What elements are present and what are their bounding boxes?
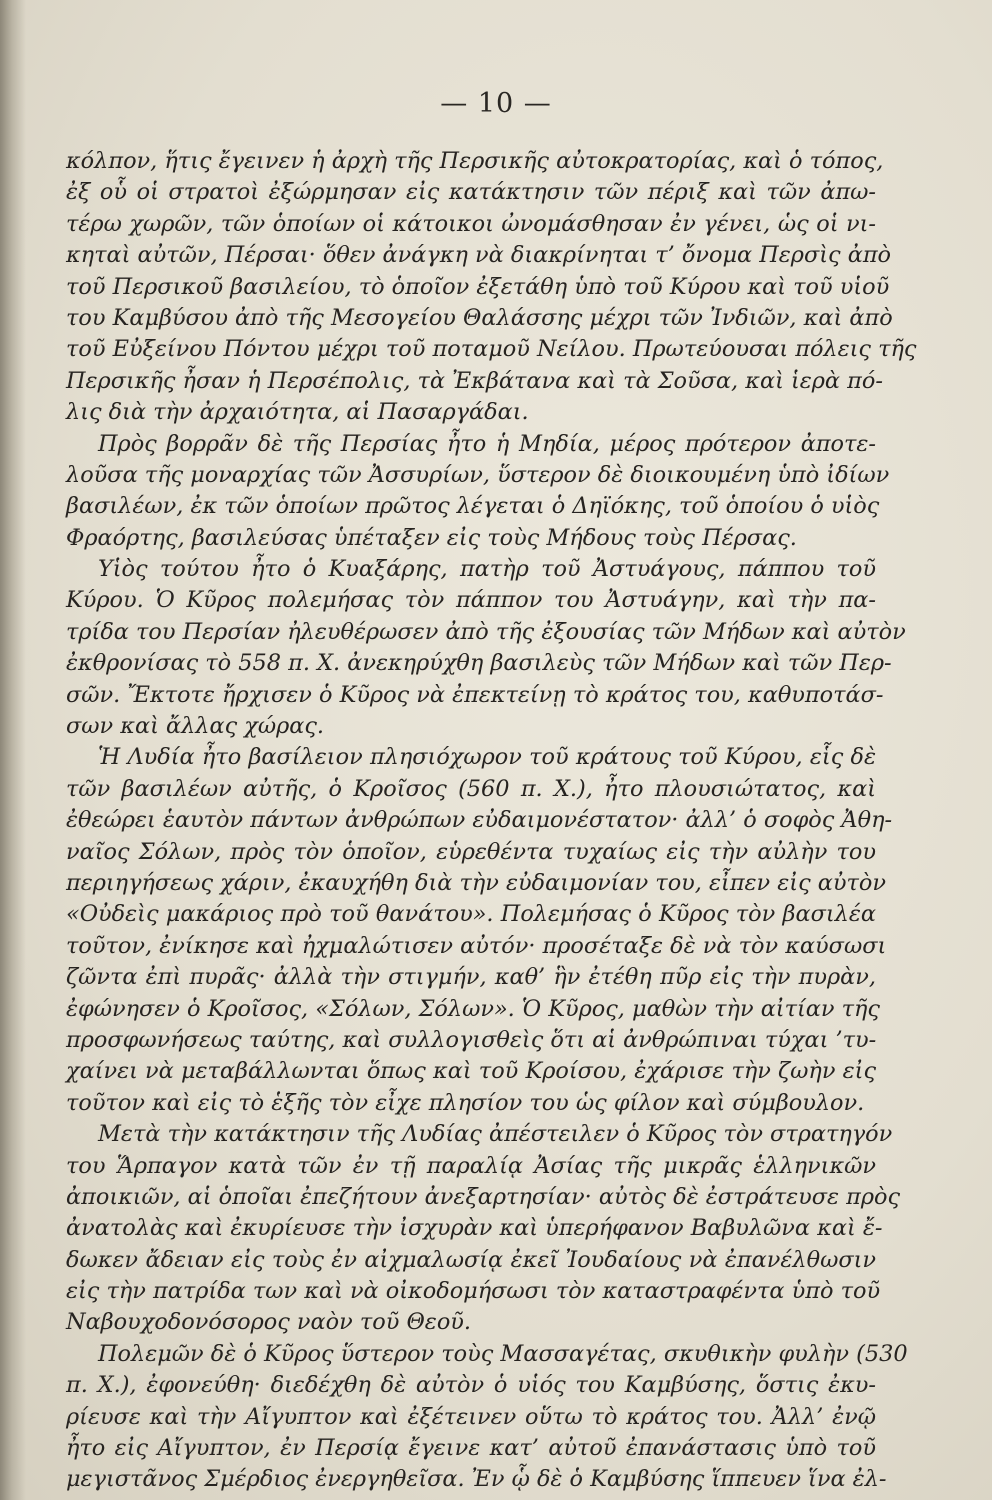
text-line: Κύρου. Ὁ Κῦρος πολεμήσας τὸν πάππον του Ἀστυάγην, καὶ τὴν πα-	[66, 587, 876, 614]
text-line: τοῦ Εὐξείνου Πόντου μέχρι τοῦ ποταμοῦ Νείλου. Πρωτεύουσαι πόλεις τῆς	[66, 336, 917, 363]
text-line: τοῦ Περσικοῦ βασιλείου, τὸ ὁποῖον ἐξετάθη ὑπὸ τοῦ Κύρου καὶ τοῦ υἱοῦ	[66, 273, 890, 300]
text-line: τρίδα του Περσίαν ἠλευθέρωσεν ἀπὸ τῆς ἐξουσίας τῶν Μήδων καὶ αὐτὸν	[66, 618, 906, 645]
text-line: σῶν. Ἔκτοτε ἤρχισεν ὁ Κῦρος νὰ ἐπεκτείνῃ τὸ κράτος του, καθυποτάσ-	[66, 681, 884, 708]
text-line: «Οὐδεὶς μακάριος πρὸ τοῦ θανάτου». Πολεμήσας ὁ Κῦρος τὸν βασιλέα	[66, 901, 876, 928]
text-line: Πολεμῶν δὲ ὁ Κῦρος ὕστερον τοὺς Μασσαγέτας, σκυθικὴν φυλὴν (530	[98, 1340, 908, 1367]
text-line: Φραόρτης, βασιλεύσας ὑπέταξεν εἰς τοὺς Μήδους τοὺς Πέρσας.	[66, 524, 797, 551]
text-line: τοῦτον, ἐνίκησε καὶ ἠχμαλώτισεν αὐτόν· προσέταξε δὲ νὰ τὸν καύσωσι	[66, 932, 887, 959]
text-line: εἰς τὴν πατρίδα των καὶ νὰ οἰκοδομήσωσι τὸν καταστραφέντα ὑπὸ τοῦ	[66, 1278, 881, 1305]
text-line: λοῦσα τῆς μοναρχίας τῶν Ἀσσυρίων, ὕστερον δὲ διοικουμένη ὑπὸ ἰδίων	[66, 461, 890, 488]
text-line: ρίευσε καὶ τὴν Αἴγυπτον καὶ ἐξέτεινεν οὕτω τὸ κράτος του. Ἀλλ’ ἐνῷ	[66, 1403, 876, 1430]
text-line: τέρω χωρῶν, τῶν ὁποίων οἱ κάτοικοι ὠνομάσθησαν ἐν γένει, ὡς οἱ νι-	[66, 210, 876, 237]
text-line: του Καμβύσου ἀπὸ τῆς Μεσογείου Θαλάσσης μέχρι τῶν Ἰνδιῶν, καὶ ἀπὸ	[66, 304, 893, 331]
text-line: ἦτο εἰς Αἴγυπτον, ἐν Περσίᾳ ἔγεινε κατ’ αὐτοῦ ἐπανάστασις ὑπὸ τοῦ	[66, 1435, 876, 1462]
text-line: ἐξ οὗ οἱ στρατοὶ ἐξώρμησαν εἰς κατάκτησιν τῶν πέριξ καὶ τῶν ἀπω-	[66, 179, 876, 206]
text-line: μεγιστᾶνος Σμέρδιος ἐνεργηθεῖσα. Ἐν ᾧ δὲ ὁ Καμβύσης ἵππευεν ἵνα ἐλ-	[66, 1466, 887, 1493]
text-line: τοῦτον καὶ εἰς τὸ ἑξῆς τὸν εἶχε πλησίον του ὡς φίλον καὶ σύμβουλον.	[66, 1089, 865, 1116]
text-line: Υἱὸς τούτου ἦτο ὁ Κυαξάρης, πατὴρ τοῦ Ἀστυάγους, πάππου τοῦ	[98, 556, 876, 583]
text-line: ἐκθρονίσας τὸ 558 π. Χ. ἀνεκηρύχθη βασιλεὺς τῶν Μήδων καὶ τῶν Περ-	[66, 650, 892, 677]
text-line: Περσικῆς ἦσαν ἡ Περσέπολις, τὰ Ἐκβάτανα καὶ τὰ Σοῦσα, καὶ ἱερὰ πό-	[66, 367, 883, 394]
body-text	[66, 146, 917, 1496]
text-line: Μετὰ τὴν κατάκτησιν τῆς Λυδίας ἀπέστειλεν ὁ Κῦρος τὸν στρατηγόν	[98, 1121, 893, 1148]
text-line: ἐφώνησεν ὁ Κροῖσος, «Σόλων, Σόλων». Ὁ Κῦρος, μαθὼν τὴν αἰτίαν τῆς	[66, 995, 880, 1022]
text-line: σων καὶ ἄλλας χώρας.	[66, 713, 325, 740]
text-line: κόλπον, ἥτις ἔγεινεν ἡ ἀρχὴ τῆς Περσικῆς αὐτοκρατορίας, καὶ ὁ τόπος,	[66, 148, 884, 174]
text-line: π. Χ.), ἐφονεύθη· διεδέχθη δὲ αὐτὸν ὁ υἱός του Καμβύσης, ὅστις ἐκυ-	[66, 1372, 876, 1399]
text-line: Ναβουχοδονόσορος ναὸν τοῦ Θεοῦ.	[66, 1309, 472, 1336]
binding-shadow	[0, 0, 26, 1500]
text-line: ἀνατολὰς καὶ ἐκυρίευσε τὴν ἰσχυρὰν καὶ ὑπερήφανον Βαβυλῶνα καὶ ἔ-	[66, 1215, 883, 1242]
text-line: Ἡ Λυδία ἦτο βασίλειον πλησιόχωρον τοῦ κράτους τοῦ Κύρου, εἷς δὲ	[98, 744, 876, 771]
text-line: δωκεν ἄδειαν εἰς τοὺς ἐν αἰχμαλωσίᾳ ἐκεῖ Ἰουδαίους νὰ ἐπανέλθωσιν	[66, 1246, 876, 1273]
text-line: του Ἅρπαγον κατὰ τῶν ἐν τῇ παραλίᾳ Ἀσίας τῆς μικρᾶς ἑλληνικῶν	[66, 1152, 876, 1179]
text-line: κηταὶ αὐτῶν, Πέρσαι· ὅθεν ἀνάγκη νὰ διακρίνηται τ’ ὄνομα Περσὶς ἀπὸ	[66, 242, 892, 269]
text-line: ἐθεώρει ἑαυτὸν πάντων ἀνθρώπων εὐδαιμονέστατον· ἀλλ’ ὁ σοφὸς Ἀθη-	[66, 807, 893, 834]
text-line: χαίνει νὰ μεταβάλλωνται ὅπως καὶ τοῦ Κροίσου, ἐχάρισε τὴν ζωὴν εἰς	[66, 1058, 876, 1085]
text-line: ναῖος Σόλων, πρὸς τὸν ὁποῖον, εὑρεθέντα τυχαίως εἰς τὴν αὐλὴν του	[66, 838, 876, 865]
text-line: προσφωνήσεως ταύτης, καὶ συλλογισθεὶς ὅτι αἱ ἀνθρώπιναι τύχαι ’τυ-	[66, 1026, 877, 1053]
text-line: Πρὸς βορρᾶν δὲ τῆς Περσίας ἦτο ἡ Μηδία, μέρος πρότερον ἀποτε-	[98, 430, 876, 457]
text-line: τῶν βασιλέων αὐτῆς, ὁ Κροῖσος (560 π. Χ.), ἦτο πλουσιώτατος, καὶ	[66, 775, 876, 802]
text-line: ζῶντα ἐπὶ πυρᾶς· ἀλλὰ τὴν στιγμήν, καθ’ ἣν ἐτέθη πῦρ εἰς τὴν πυρὰν,	[66, 964, 876, 991]
text-line: περιηγήσεως χάριν, ἐκαυχήθη διὰ τὴν εὐδαιμονίαν του, εἶπεν εἰς αὐτὸν	[66, 869, 886, 896]
text-line: ἀποικιῶν, αἱ ὁποῖαι ἐπεζήτουν ἀνεξαρτησίαν· αὐτὸς δὲ ἐστράτευσε πρὸς	[66, 1183, 901, 1210]
text-line: λις διὰ τὴν ἀρχαιότητα, αἱ Πασαργάδαι.	[66, 399, 529, 426]
text-line: βασιλέων, ἐκ τῶν ὁποίων πρῶτος λέγεται ὁ Δηϊόκης, τοῦ ὁποίου ὁ υἱὸς	[66, 493, 880, 520]
page-number: — 10 —	[440, 88, 552, 119]
